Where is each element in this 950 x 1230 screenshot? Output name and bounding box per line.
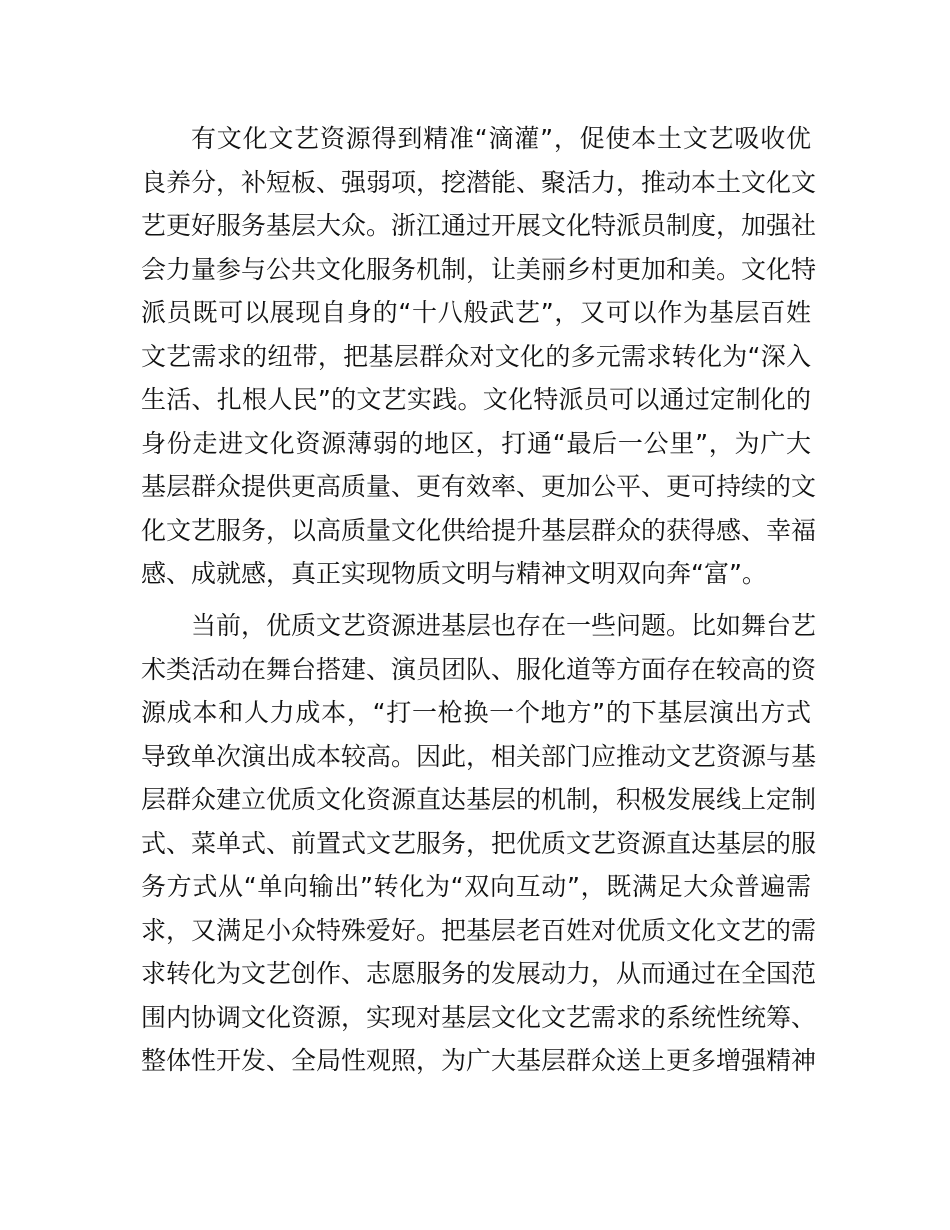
paragraph-line: 求，又满足小众特殊爱好。把基层老百姓对优质文化文艺的需 bbox=[141, 915, 817, 945]
paragraph-line: 术类活动在舞台搭建、演员团队、服化道等方面存在较高的资 bbox=[141, 654, 817, 684]
paragraph-line: 会力量参与公共文化服务机制，让美丽乡村更加和美。文化特 bbox=[141, 254, 817, 284]
paragraph-line: 生活、扎根人民”的文艺实践。文化特派员可以通过定制化的 bbox=[141, 385, 811, 414]
paragraph-line: 导致单次演出成本较高。因此，相关部门应推动文艺资源与基 bbox=[141, 741, 817, 771]
paragraph-line: 务方式从“单向输出”转化为“双向互动”，既满足大众普遍需 bbox=[141, 872, 811, 901]
paragraph-line: 文艺需求的纽带，把基层群众对文化的多元需求转化为“深入 bbox=[141, 341, 811, 371]
paragraph-line: 式、菜单式、前置式文艺服务，把优质文艺资源直达基层的服 bbox=[141, 828, 817, 858]
paragraph-2 bbox=[141, 604, 817, 1083]
paragraph-line: 层群众建立优质文化资源直达基层的机制，积极发展线上定制 bbox=[141, 785, 817, 814]
paragraph-line: 源成本和人力成本，“打一枪换一个地方”的下基层演出方式 bbox=[141, 698, 811, 727]
paragraph-line: 求转化为文艺创作、志愿服务的发展动力，从而通过在全国范 bbox=[141, 959, 817, 988]
paragraph-line: 整体性开发、全局性观照，为广大基层群众送上更多增强精神 bbox=[141, 1046, 817, 1075]
paragraph-line: 派员既可以展现自身的“十八般武艺”，又可以作为基层百姓 bbox=[141, 298, 811, 327]
paragraph-line: 身份走进文化资源薄弱的地区，打通“最后一公里”，为广大 bbox=[141, 428, 811, 458]
paragraph-line: 围内协调文化资源，实现对基层文化文艺需求的系统性统筹、 bbox=[141, 1002, 817, 1032]
paragraph-line: 良养分，补短板、强弱项，挖潜能、聚活力，推动本土文化文 bbox=[141, 167, 817, 197]
paragraph-line: 感、成就感，真正实现物质文明与精神文明双向奔“富”。 bbox=[141, 559, 767, 588]
paragraph-line: 基层群众提供更高质量、更有效率、更加公平、更可持续的文 bbox=[141, 472, 817, 501]
paragraph-1 bbox=[141, 117, 817, 596]
paragraph-line: 当前，优质文艺资源进基层也存在一些问题。比如舞台艺 bbox=[191, 611, 817, 640]
paragraph-line: 艺更好服务基层大众。浙江通过开展文化特派员制度，加强社 bbox=[141, 211, 817, 240]
paragraph-line: 有文化文艺资源得到精准“滴灌”，促使本土文艺吸收优 bbox=[191, 124, 811, 153]
paragraph-line: 化文艺服务，以高质量文化供给提升基层群众的获得感、幸福 bbox=[141, 515, 817, 545]
